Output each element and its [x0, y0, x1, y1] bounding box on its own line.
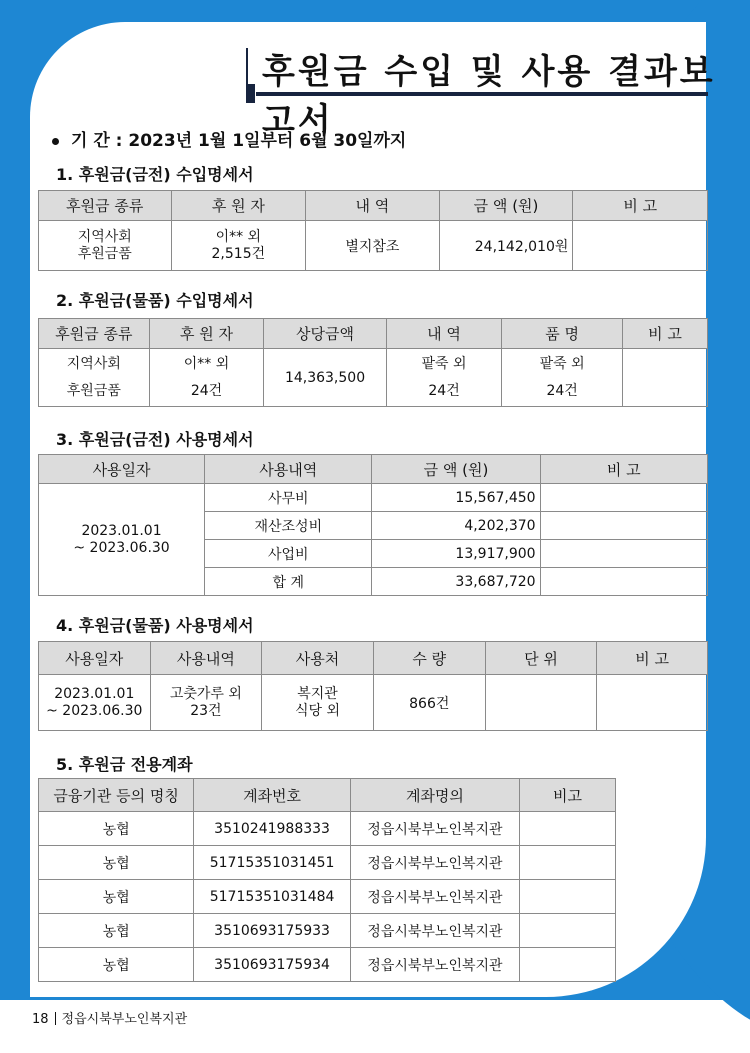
- table-header: 금융기관 등의 명칭: [39, 779, 194, 812]
- table-cell: 고춧가루 외 23건: [150, 675, 262, 731]
- table-cell: [622, 349, 707, 407]
- table-header: 품 명: [502, 319, 623, 349]
- table-cell: 농협: [39, 880, 194, 914]
- table-cell: 복지관 식당 외: [262, 675, 374, 731]
- page-number: 18: [32, 1012, 49, 1027]
- table-cell: 농협: [39, 812, 194, 846]
- table-cell: 15,567,450: [372, 484, 540, 512]
- section3-heading: 3. 후원금(금전) 사용명세서: [56, 430, 254, 449]
- table-cell: 지역사회 후원금품: [39, 221, 172, 271]
- table-header: 계좌명의: [350, 779, 519, 812]
- table-cell: 합 계: [205, 568, 372, 596]
- table-cell: [597, 675, 708, 731]
- table-cell: 사무비: [205, 484, 372, 512]
- table-cell: [573, 221, 708, 271]
- table-cell: [485, 675, 597, 731]
- table-row: [39, 221, 708, 271]
- table-header: 단 위: [485, 642, 597, 675]
- table-row: [39, 812, 616, 846]
- table-cell: 별지참조: [306, 221, 440, 271]
- table-header: 비고: [519, 779, 615, 812]
- table-cell: 2023.01.01 ~ 2023.06.30: [39, 675, 151, 731]
- table-cell: 14,363,500: [264, 349, 386, 407]
- table-cell: 3510693175933: [194, 914, 351, 948]
- table-cell: 4,202,370: [372, 512, 540, 540]
- footer-org: 정읍시북부노인복지관: [61, 1012, 188, 1027]
- table-cell: 팥죽 외 24건: [386, 349, 502, 407]
- section1-heading: 1. 후원금(금전) 수입명세서: [56, 165, 254, 184]
- table-header: 사용일자: [39, 455, 205, 484]
- table-header: 후원금 종류: [39, 191, 172, 221]
- table-cell: 농협: [39, 948, 194, 982]
- table-header: 수 량: [373, 642, 485, 675]
- title-decoration-bar: [246, 48, 248, 86]
- title-decoration-block: [246, 84, 255, 103]
- bullet-icon: [52, 138, 59, 145]
- period-text: 기 간 : 2023년 1월 1일부터 6월 30일까지: [71, 131, 407, 151]
- table-cell: [540, 568, 707, 596]
- table-cell: 3510241988333: [194, 812, 351, 846]
- page-footer: [32, 1008, 187, 1027]
- table-row: [39, 675, 708, 731]
- table-header: 후 원 자: [149, 319, 264, 349]
- table-cell: 866건: [373, 675, 485, 731]
- cash-usage-table: [38, 454, 708, 596]
- cash-income-table: [38, 190, 708, 271]
- table-cell: 정읍시북부노인복지관: [350, 914, 519, 948]
- report-period: [52, 126, 406, 151]
- table-header: 사용내역: [150, 642, 262, 675]
- table-cell: 사업비: [205, 540, 372, 568]
- title-underline: [256, 92, 708, 96]
- table-header: 후 원 자: [171, 191, 306, 221]
- table-row: [39, 914, 616, 948]
- table-cell: 농협: [39, 846, 194, 880]
- usage-period-cell: 2023.01.01 ~ 2023.06.30: [39, 484, 205, 596]
- table-cell: 정읍시북부노인복지관: [350, 812, 519, 846]
- table-header: 금 액 (원): [439, 191, 573, 221]
- footer-divider: [55, 1012, 56, 1025]
- page-title: 후원금 수입 및 사용 결과보고서: [262, 52, 716, 141]
- table-header: 금 액 (원): [372, 455, 540, 484]
- section4-heading: 4. 후원금(물품) 사용명세서: [56, 616, 254, 635]
- table-header: 비 고: [573, 191, 708, 221]
- table-cell: 13,917,900: [372, 540, 540, 568]
- table-header: 내 역: [386, 319, 502, 349]
- table-cell: 51715351031484: [194, 880, 351, 914]
- table-header: 사용처: [262, 642, 374, 675]
- table-header: 계좌번호: [194, 779, 351, 812]
- table-cell: 이** 외 24건: [149, 349, 264, 407]
- table-header: 사용일자: [39, 642, 151, 675]
- table-cell: [540, 512, 707, 540]
- table-cell: 팥죽 외 24건: [502, 349, 623, 407]
- table-cell: 농협: [39, 914, 194, 948]
- table-row: [39, 880, 616, 914]
- table-cell: 정읍시북부노인복지관: [350, 880, 519, 914]
- goods-usage-table: [38, 641, 708, 731]
- section5-heading: 5. 후원금 전용계좌: [56, 755, 193, 774]
- table-cell: 재산조성비: [205, 512, 372, 540]
- table-row: [39, 846, 616, 880]
- account-table: [38, 778, 616, 982]
- table-cell: 이** 외 2,515건: [171, 221, 306, 271]
- table-header: 후원금 종류: [39, 319, 150, 349]
- table-cell: [540, 540, 707, 568]
- table-cell: [519, 948, 615, 982]
- table-cell: [540, 484, 707, 512]
- table-cell: [519, 846, 615, 880]
- table-cell: [519, 914, 615, 948]
- table-header: 상당금액: [264, 319, 386, 349]
- table-cell: [519, 812, 615, 846]
- table-cell: 51715351031451: [194, 846, 351, 880]
- table-header: 사용내역: [205, 455, 372, 484]
- table-cell: 정읍시북부노인복지관: [350, 846, 519, 880]
- table-cell: 24,142,010원: [439, 221, 573, 271]
- table-row: [39, 948, 616, 982]
- table-header: 비 고: [597, 642, 708, 675]
- section2-heading: 2. 후원금(물품) 수입명세서: [56, 291, 254, 310]
- table-row: [39, 484, 708, 512]
- table-cell: 정읍시북부노인복지관: [350, 948, 519, 982]
- table-cell: 3510693175934: [194, 948, 351, 982]
- table-cell: 지역사회 후원금품: [39, 349, 150, 407]
- table-cell: 33,687,720: [372, 568, 540, 596]
- table-cell: [519, 880, 615, 914]
- table-header: 비 고: [622, 319, 707, 349]
- table-header: 내 역: [306, 191, 440, 221]
- table-header: 비 고: [540, 455, 707, 484]
- table-row: [39, 349, 708, 407]
- goods-income-table: [38, 318, 708, 407]
